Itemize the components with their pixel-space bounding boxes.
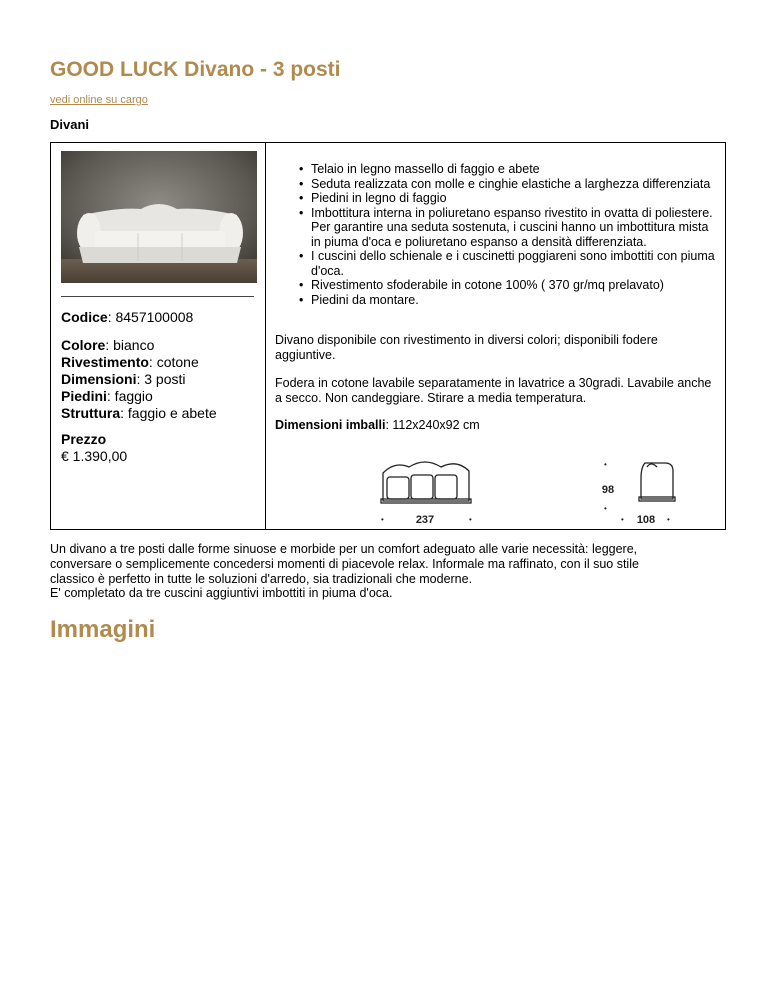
list-item: • Piedini da montare.	[299, 292, 419, 307]
svg-text:•: •	[621, 515, 624, 524]
spec-codice: Codice: 8457100008	[61, 309, 194, 325]
feature-list	[275, 162, 721, 307]
care-note: Fodera in cotone lavabile separatamente in lavatrice a 30gradi. Lavabile anche a secco. Non candeggiare. Stirare a media temperatura.	[275, 376, 712, 405]
sofa-photo	[61, 151, 257, 283]
category-label: Divani	[50, 117, 90, 132]
packaging-dimensions: Dimensioni imballi: 112x240x92 cm	[275, 418, 480, 432]
availability-note: Divano disponibile con rivestimento in diversi colori; disponibili fodere aggiuntive.	[275, 333, 658, 362]
details-column	[275, 143, 721, 529]
width-dimension: 237	[415, 514, 435, 526]
list-item: • Seduta realizzata con molle e cinghie elastiche a larghezza differenziata	[299, 176, 711, 191]
price-label: Prezzo	[61, 431, 107, 447]
specs-divider	[61, 296, 254, 297]
list-item: • Imbottitura interna in poliuretano espanso rivestito in ovatta di poliestere. Per garantire una seduta sostenuta, i cuscini hanno un imbottitura mista in piuma d'oca e poliuretano espanso a densità differenziata.	[299, 205, 713, 249]
product-info-box	[50, 142, 726, 530]
specs-column	[51, 143, 266, 529]
svg-text:•: •	[381, 515, 384, 524]
list-item: • I cuscini dello schienale e i cuscinetti poggiareni sono imbottiti con piuma d'oca.	[299, 249, 715, 278]
spec-colore: Colore: bianco	[61, 337, 155, 353]
images-heading: Immagini	[50, 616, 156, 643]
spec-piedini: Piedini: faggio	[61, 388, 153, 404]
svg-text:•: •	[604, 460, 607, 469]
product-description: Un divano a tre posti dalle forme sinuose e morbide per un comfort adeguato alle varie necessità: leggere, conversare o semplicemente concedersi momenti di piacevole relax. Informale ma raffinato, con il suo stile classico è perfetto in tutte le soluzioni d'arredo, sia tradizionali che moderne. E' completato da tre cuscini aggiuntivi imbottiti in piuma d'oca.	[50, 542, 639, 601]
spec-rivestimento: Rivestimento: cotone	[61, 354, 199, 370]
spec-struttura: Struttura: faggio e abete	[61, 405, 217, 421]
height-dimension: 98	[601, 484, 615, 496]
list-item: • Piedini in legno di faggio	[299, 191, 447, 205]
depth-dimension: 108	[636, 514, 656, 526]
svg-text:•: •	[469, 515, 472, 524]
list-item: • Telaio in legno massello di faggio e abete	[299, 162, 540, 176]
svg-text:•: •	[604, 504, 607, 513]
spec-dimensioni: Dimensioni: 3 posti	[61, 371, 186, 387]
list-item: • Rivestimento sfoderabile in cotone 100% ( 370 gr/mq prelavato)	[299, 278, 664, 292]
view-online-link[interactable]: vedi online su cargo	[50, 94, 148, 106]
price-value: € 1.390,00	[61, 448, 128, 464]
dimension-drawing	[375, 453, 715, 527]
product-title: GOOD LUCK Divano - 3 posti	[50, 58, 341, 81]
svg-text:•: •	[667, 515, 670, 524]
